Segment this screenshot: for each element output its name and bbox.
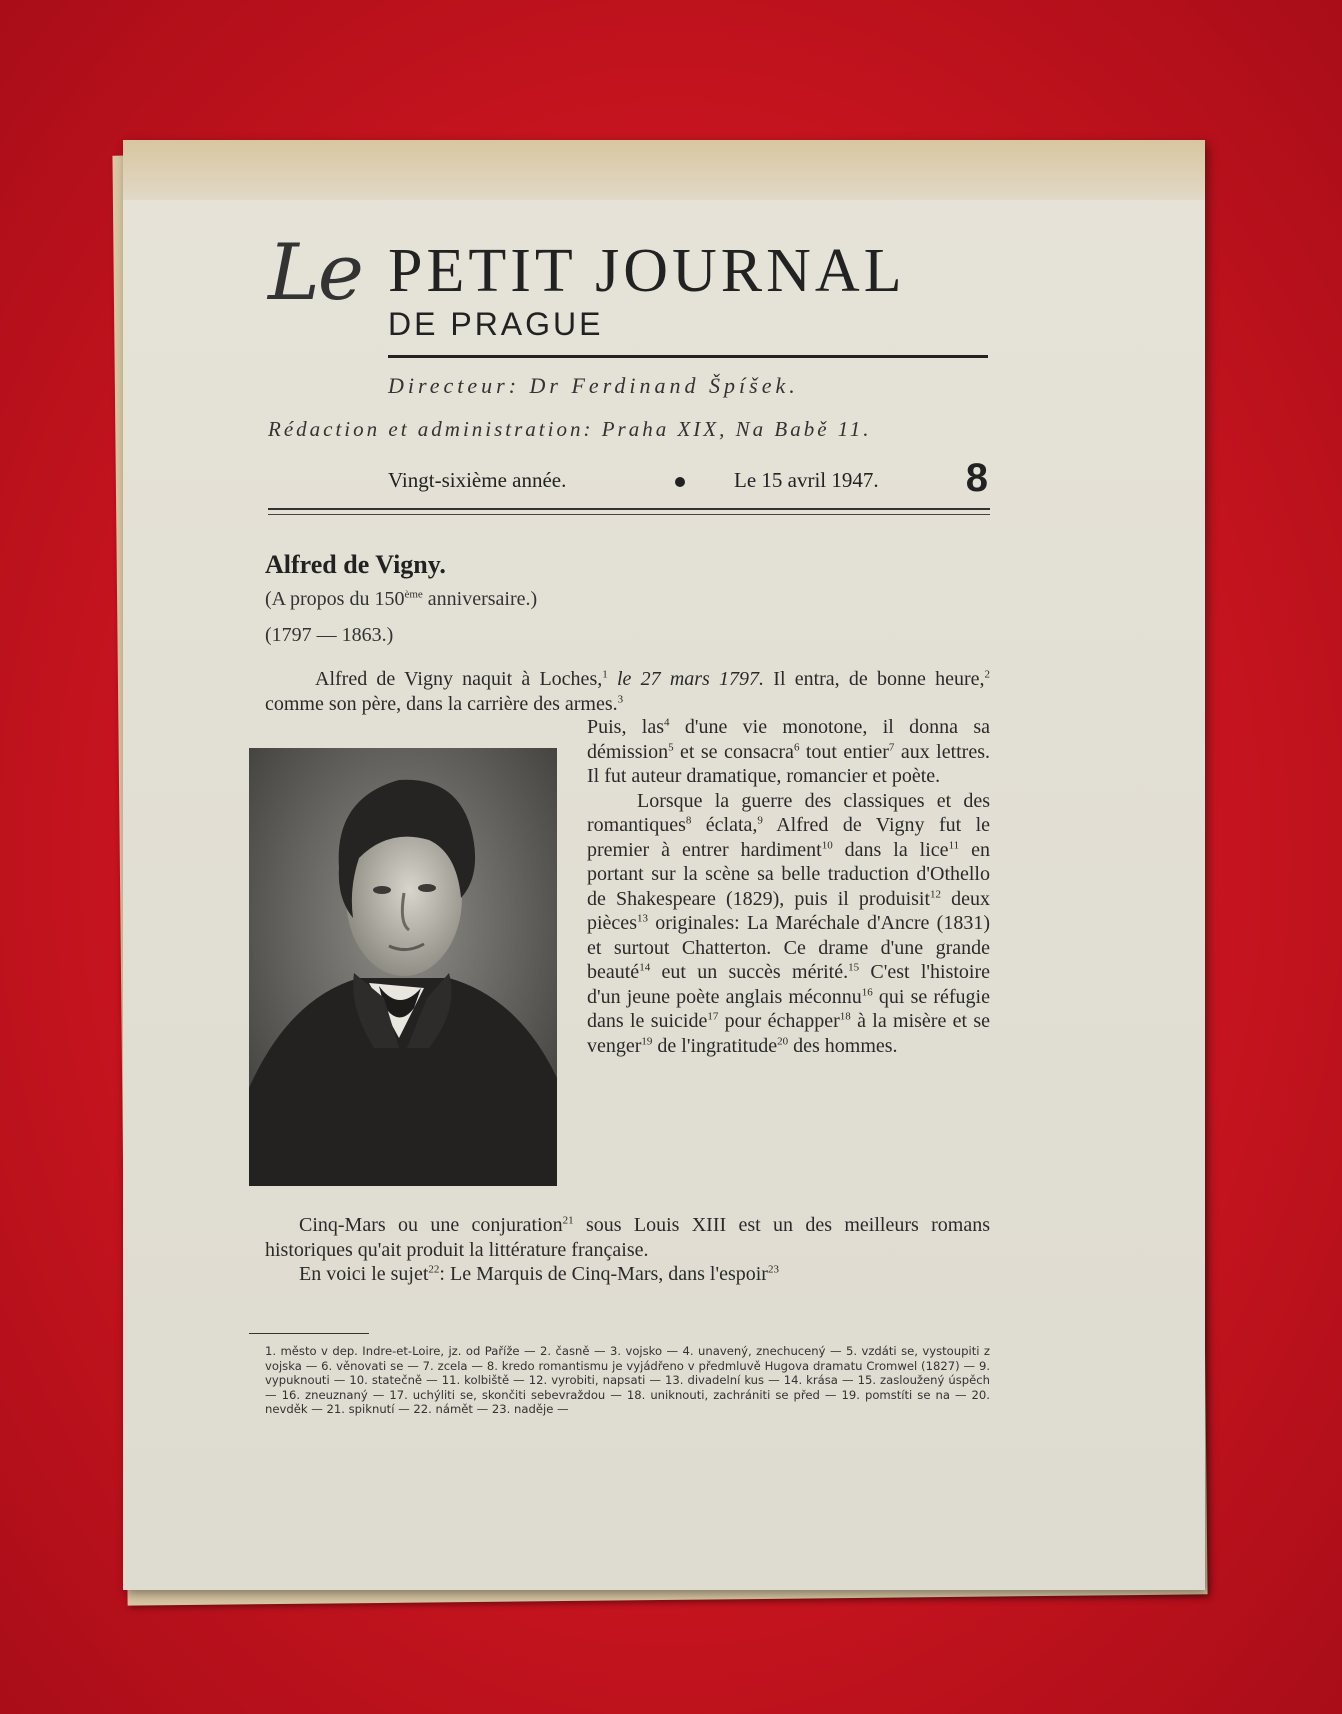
masthead-le: Le bbox=[268, 228, 362, 318]
header-rule-top bbox=[268, 508, 990, 510]
header-rule-bottom bbox=[268, 514, 990, 515]
masthead-rule bbox=[388, 355, 988, 358]
paragraph-3: Lorsque la guerre des classiques et des romantiques$^8$ éclata,$^9$ Alfred de Vigny fut le premier à entrer hardiment$^{10}$ dans la lice$^{11}$ en portant sur la scène sa belle traduction d'Othello de Shakespeare (1829), puis il produisit$^{12}$ deux pièces$^{13}$ originales: La Maréchale d'Ancre (1831) et surtout Chatterton. Ce drame d'une grande beauté$^{14}$ eut un succès mérité.$^{15}$ C'est l'histoire d'un jeune poète anglais méconnu$^{16}$ qui se réfugie dans le suicide$^{17}$ pour échapper$^{18}$ à la misère et se venger$^{19}$ de l'ingratitude$^{20}$ des hommes. bbox=[587, 789, 991, 1057]
footnote-rule bbox=[249, 1333, 369, 1334]
footnotes: 1. město v dep. Indre-et-Loire, jz. od Paříže — 2. časně — 3. vojsko — 4. unavený, znechucený — 5. vzdáti se, vystoupiti z vojska — 6. věnovati se — 7. zcela — 8. kredo romantismu je vyjádřeno v předmluvě Hugova dramatu Cromwel (1827) — 9. vypuknouti — 10. statečně — 11. kolbiště — 12. vyrobiti, napsati — 13. divadelní kus — 14. krása — 15. zasloužený úspěch — 16. zneuznaný — 17. uchýliti se, skončiti sebevraždou — 18. uniknouti, zachrániti se před — 19. pomstíti se na — 20. nevděk — 21. spiknutí — 22. námět — 23. naděje — bbox=[265, 1344, 990, 1416]
redaction-line: Rédaction et administration: Praha XIX, Na Babě 11. bbox=[268, 417, 872, 441]
issue-number: 8 bbox=[965, 456, 988, 500]
masthead-subtitle: DE PRAGUE bbox=[388, 306, 604, 342]
issue-row bbox=[388, 456, 988, 500]
issue-year: Vingt-sixième année. bbox=[388, 468, 567, 492]
article-years: (1797 — 1863.) bbox=[265, 624, 394, 646]
journal-page bbox=[123, 140, 1205, 1590]
article-title: Alfred de Vigny. bbox=[265, 550, 446, 579]
full-width-text bbox=[265, 1213, 990, 1287]
issue-date: Le 15 avril 1947. bbox=[734, 468, 879, 492]
paragraph-5: En voici le sujet$^{22}$: Le Marquis de Cinq-Mars, dans l'espoir$^{23}$ bbox=[299, 1263, 779, 1285]
aged-top-band bbox=[123, 140, 1205, 200]
portrait-image bbox=[249, 748, 557, 1186]
article-subtitle: (A propos du 150ème anniversaire.) bbox=[265, 588, 538, 610]
bullet-icon bbox=[675, 477, 685, 487]
paragraph-2: Puis, las$^4$ d'une vie monotone, il donna sa démission$^5$ et se consacra$^6$ tout entier$^7$ aux lettres. Il fut auteur dramatique, romancier et poète. bbox=[587, 716, 991, 787]
director-line: Directeur: Dr Ferdinand Špíšek. bbox=[388, 373, 799, 398]
paragraph-1: Alfred de Vigny naquit à Loches,$^1$ le 27 mars 1797. Il entra, de bonne heure,$^2$ comme son père, dans la carrière des armes.$^3$ bbox=[265, 668, 991, 715]
column-text bbox=[587, 715, 990, 1058]
paragraph-4: Cinq-Mars ou une conjuration$^{21}$ sous Louis XIII est un des meilleurs romans historiques qu'ait produit la littérature française. bbox=[265, 1214, 990, 1261]
masthead-title: PETIT JOURNAL bbox=[388, 237, 906, 305]
